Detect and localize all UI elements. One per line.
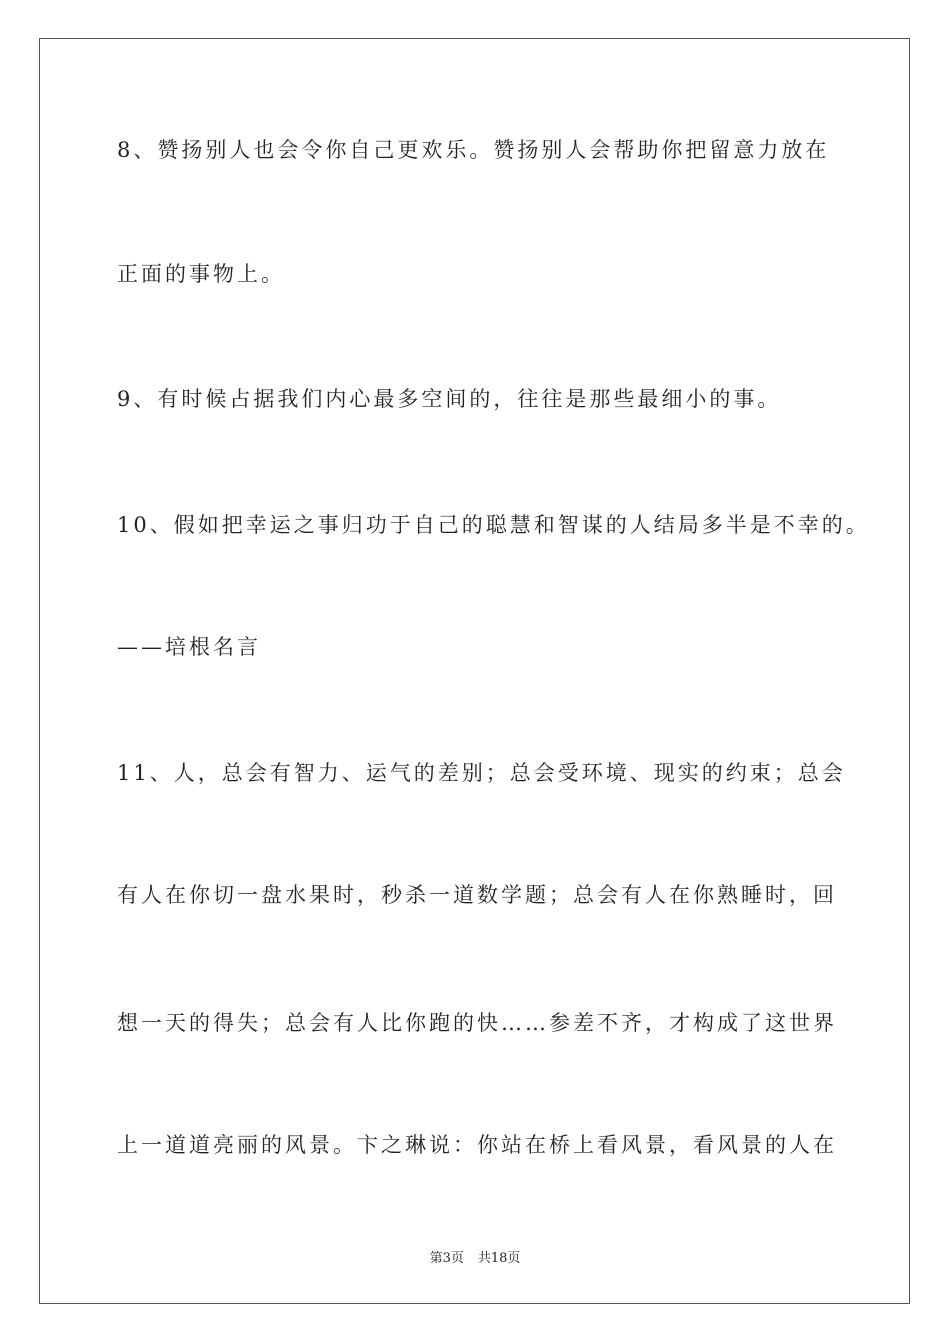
page-number: 第3页 [429, 1251, 464, 1266]
text-line: 上一道道亮丽的风景。卞之琳说：你站在桥上看风景，看风景的人在 [117, 1133, 837, 1157]
page-border [39, 38, 910, 1304]
text-line: 正面的事物上。 [117, 262, 285, 286]
text-line: 11、人，总会有智力、运气的差别；总会受环境、现实的约束；总会 [117, 761, 846, 785]
text-line: 8、赞扬别人也会令你自己更欢乐。赞扬别人会帮助你把留意力放在 [117, 138, 830, 162]
text-line: ——培根名言 [117, 635, 261, 659]
page-total: 共18页 [477, 1251, 521, 1266]
text-line: 10、假如把幸运之事归功于自己的聪慧和智谋的人结局多半是不幸的。 [117, 513, 870, 537]
text-line: 想一天的得失；总会有人比你跑的快……参差不齐，才构成了这世界 [117, 1011, 837, 1035]
page-footer [0, 1247, 950, 1266]
text-line: 有人在你切一盘水果时，秒杀一道数学题；总会有人在你熟睡时，回 [117, 883, 837, 907]
text-line: 9、有时候占据我们内心最多空间的，往往是那些最细小的事。 [117, 387, 782, 411]
